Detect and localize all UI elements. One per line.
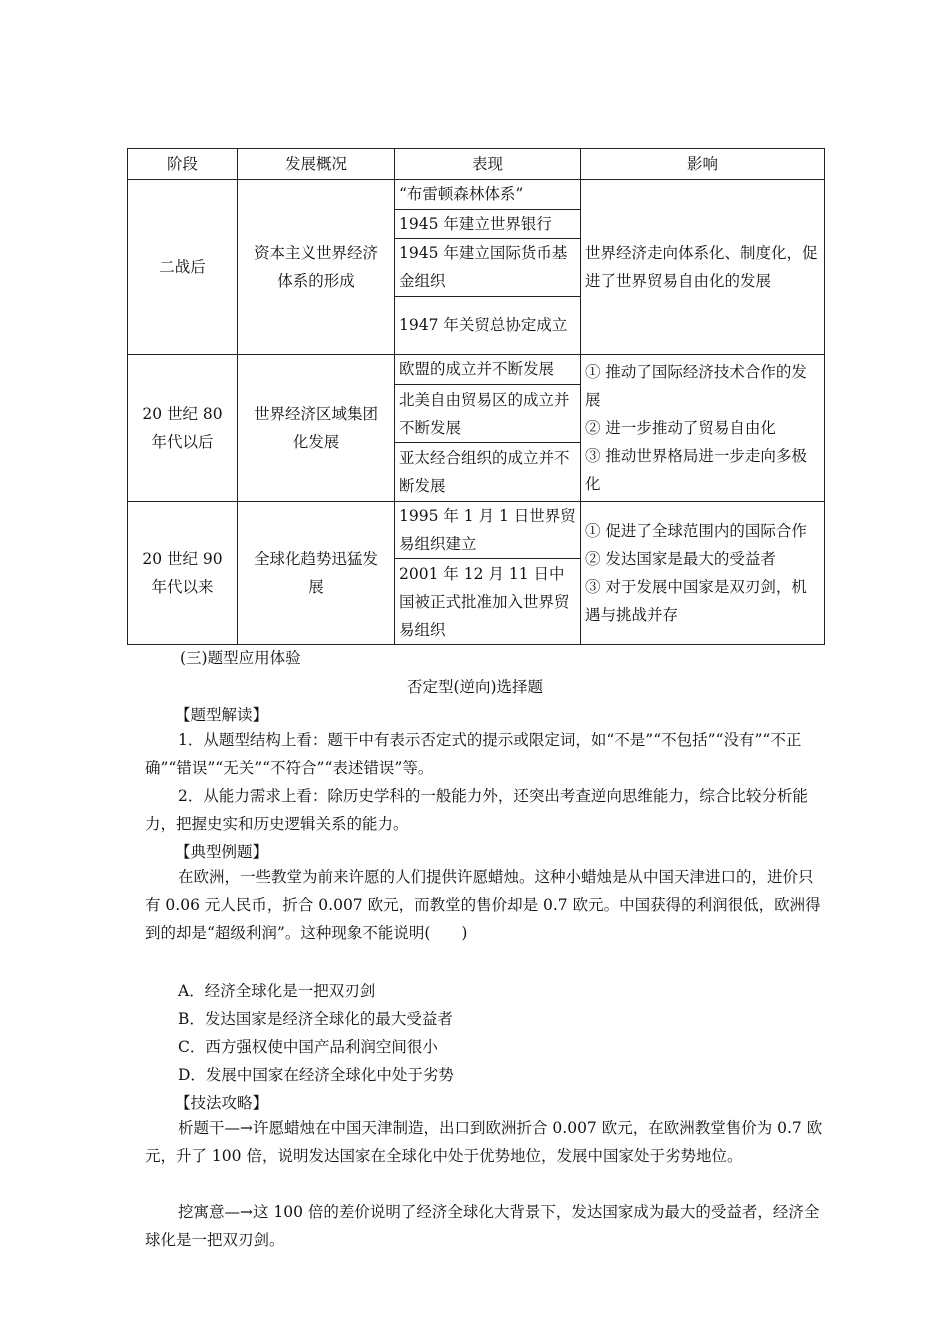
overview-cell: 资本主义世界经济体系的形成 (238, 180, 395, 355)
overview-cell: 世界经济区域集团化发展 (238, 355, 395, 502)
impact-cell: 世界经济走向体系化、制度化，促进了世界贸易自由化的发展 (581, 180, 825, 355)
impact-item: ① 推动了国际经济技术合作的发展 (585, 363, 807, 409)
header-manifestation: 表现 (395, 149, 581, 180)
manifestation-cell: 1945 年建立世界银行 (395, 209, 581, 239)
strategy-heading: 【技法攻略】 (175, 1094, 269, 1112)
subtitle: 否定型(逆向)选择题 (406, 678, 544, 696)
manifestation-cell: 欧盟的成立并不断发展 (395, 355, 581, 385)
option-a: A．经济全球化是一把双刃剑 (178, 982, 376, 1000)
impact-item: ② 发达国家是最大的受益者 (585, 550, 776, 568)
reading-point: 2．从能力需求上看：除历史学科的一般能力外，还突出考查逆向思维能力，综合比较分析能力，把握史实和历史逻辑关系的能力。 (145, 787, 808, 833)
option-d: D．发展中国家在经济全球化中处于劣势 (178, 1066, 454, 1084)
example-question: 在欧洲，一些教堂为前来许愿的人们提供许愿蜡烛。这种小蜡烛是从中国天津进口的，进价只有 0.06 元人民币，折合 0.007 欧元，而教堂的售价却是 0.7 欧元。中国获得的利润很低，欧洲得到的却是“超级利润”。这种现象不能说明( ) (145, 868, 821, 942)
option-c: C．西方强权使中国产品利润空间很小 (178, 1038, 438, 1056)
impact-item: ③ 推动世界格局进一步走向多极化 (585, 447, 807, 493)
manifestation-cell: 北美自由贸易区的成立并不断发展 (395, 384, 581, 443)
impact-item: ② 进一步推动了贸易自由化 (585, 419, 776, 437)
economic-development-table (127, 148, 825, 645)
manifestation-cell: 1945 年建立国际货币基金组织 (395, 239, 581, 297)
manifestation-cell: 亚太经合组织的成立并不断发展 (395, 443, 581, 502)
manifestation-cell: “布雷顿森林体系” (395, 180, 581, 210)
table-row (128, 502, 825, 559)
manifestation-cell: 1947 年关贸总协定成立 (395, 296, 581, 354)
strategy-point: 挖寓意—→这 100 倍的差价说明了经济全球化大背景下，发达国家成为最大的受益者，经济全球化是一把双刃剑。 (145, 1203, 820, 1249)
impact-item: ① 促进了全球范围内的国际合作 (585, 522, 807, 540)
section-title: (三)题型应用体验 (180, 649, 301, 667)
overview-cell: 全球化趋势迅猛发展 (238, 502, 395, 645)
manifestation-cell: 1995 年 1 月 1 日世界贸易组织建立 (395, 502, 581, 559)
table-row (128, 355, 825, 385)
stage-cell: 20 世纪 80 年代以后 (128, 355, 238, 502)
table-row (128, 180, 825, 210)
reading-point: 1．从题型结构上看：题干中有表示否定式的提示或限定词，如“不是”“不包括”“没有”“不正确”“错误”“无关”“不符合”“表述错误”等。 (145, 731, 802, 777)
manifestation-cell: 2001 年 12 月 11 日中国被正式批准加入世界贸易组织 (395, 559, 581, 645)
stage-cell: 20 世纪 90 年代以来 (128, 502, 238, 645)
header-overview: 发展概况 (238, 149, 395, 180)
impact-cell (581, 355, 825, 502)
stage-cell: 二战后 (128, 180, 238, 355)
table-header-row (128, 149, 825, 180)
impact-item: ③ 对于发展中国家是双刃剑，机遇与挑战并存 (585, 578, 807, 624)
impact-cell (581, 502, 825, 645)
example-heading: 【典型例题】 (175, 843, 269, 861)
reading-heading: 【题型解读】 (175, 706, 269, 724)
header-stage: 阶段 (128, 149, 238, 180)
strategy-point: 析题干—→许愿蜡烛在中国天津制造，出口到欧洲折合 0.007 欧元，在欧洲教堂售价为 0.7 欧元，升了 100 倍，说明发达国家在全球化中处于优势地位，发展中国家处于劣势地位。 (145, 1119, 823, 1165)
option-b: B．发达国家是经济全球化的最大受益者 (178, 1010, 453, 1028)
header-impact: 影响 (581, 149, 825, 180)
